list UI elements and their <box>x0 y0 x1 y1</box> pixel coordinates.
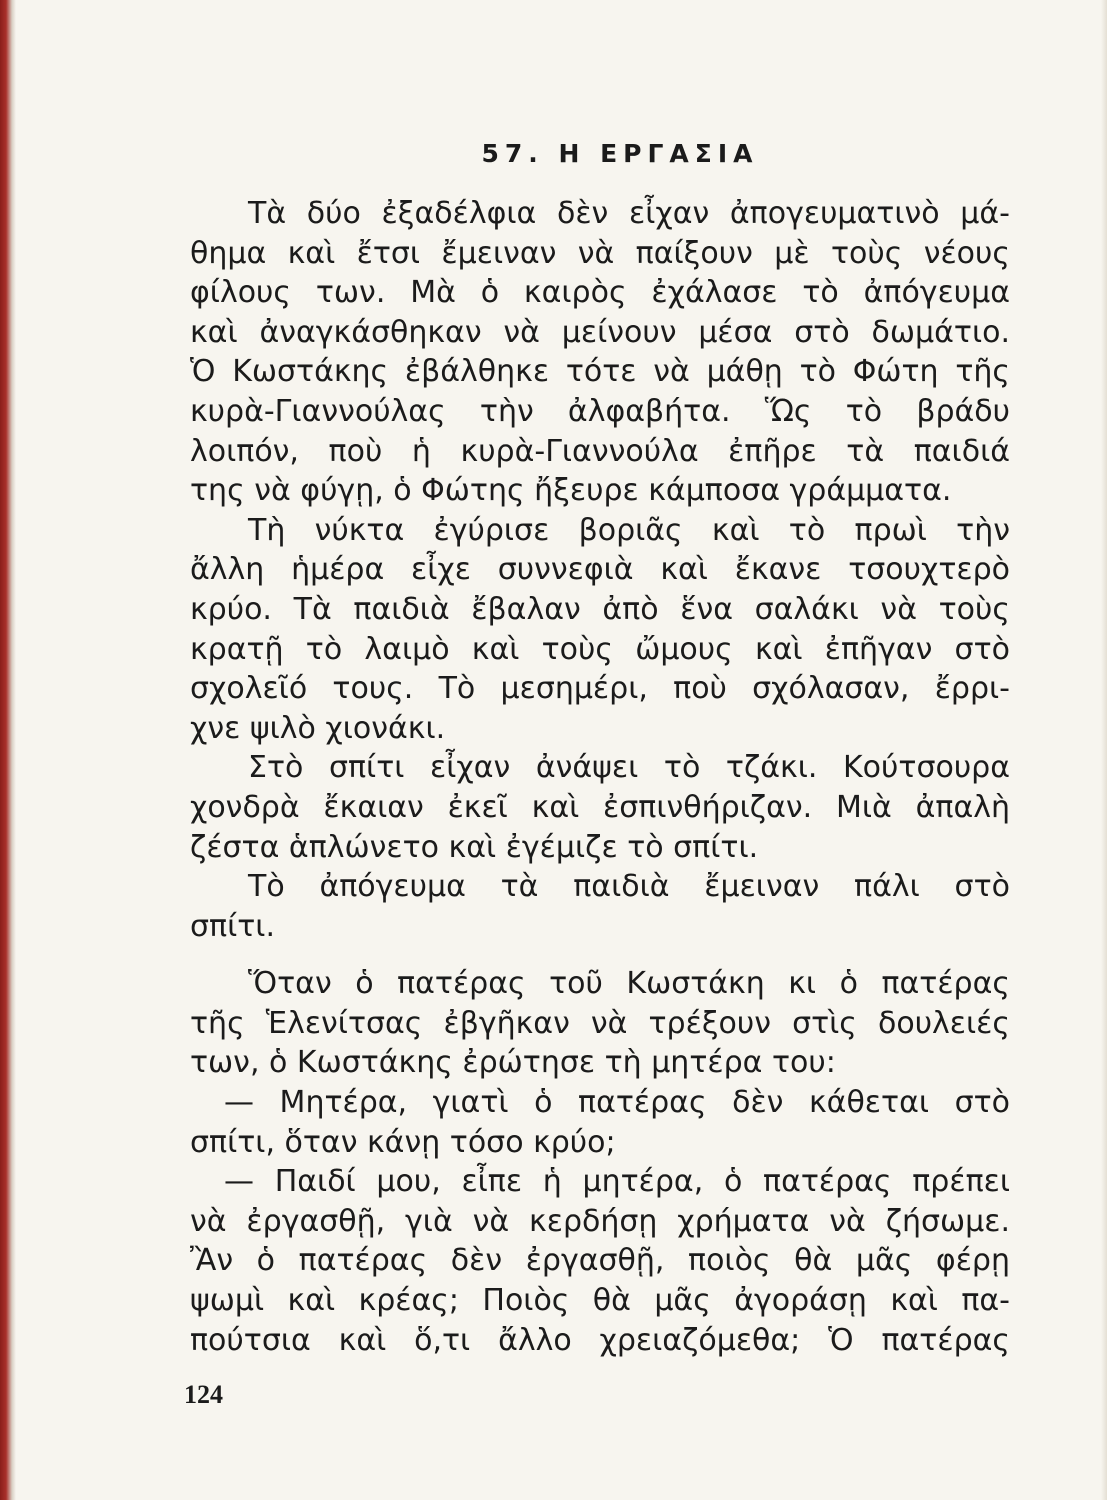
text-line: καὶ ἀναγκάσθηκαν νὰ μείνουν μέσα στὸ δωμάτιο. <box>190 314 1010 350</box>
text-line: σπίτι. <box>190 908 275 944</box>
text-line: των, ὁ Κωστάκης ἐρώτησε τὴ μητέρα του: <box>190 1045 836 1081</box>
text-line: νὰ ἐργασθῇ, γιὰ νὰ κερδήσῃ χρήματα νὰ ζήσωμε. <box>190 1203 1010 1239</box>
text-line: της νὰ φύγῃ, ὁ Φώτης ἤξευρε κάμποσα γράμματα. <box>190 473 952 509</box>
text-line: Ὅταν ὁ πατέρας τοῦ Κωστάκη κι ὁ πατέρας <box>248 966 1010 1002</box>
page-edge-right <box>1101 0 1107 1500</box>
text-line: φίλους των. Μὰ ὁ καιρὸς ἐχάλασε τὸ ἀπόγευμα <box>190 275 1010 311</box>
page-edge-left <box>0 0 16 1500</box>
text-line: κρύο. Τὰ παιδιὰ ἔβαλαν ἀπὸ ἕνα σαλάκι νὰ τοὺς <box>190 591 1010 627</box>
text-line: κυρὰ-Γιαννούλας τὴν ἀλφαβήτα. Ὥς τὸ βράδυ <box>190 393 1010 429</box>
text-line: Τὸ ἀπόγευμα τὰ παιδιὰ ἔμειναν πάλι στὸ <box>248 869 1010 905</box>
paragraph-gap <box>190 946 1010 964</box>
text-line: σχολεῖό τους. Τὸ μεσημέρι, ποὺ σχόλασαν, ἔρρι- <box>190 671 1010 707</box>
text-line: ἄλλη ἡμέρα εἶχε συννεφιὰ καὶ ἔκανε τσουχτερὸ <box>190 552 1010 588</box>
text-line: Τὰ δύο ἐξαδέλφια δὲν εἶχαν ἀπογευματινὸ μά- <box>248 196 1010 231</box>
text-line: πούτσια καὶ ὅ,τι ἄλλο χρειαζόμεθα; Ὁ πατέρας <box>190 1322 1010 1358</box>
text-line: Ὁ Κωστάκης ἐβάλθηκε τότε νὰ μάθῃ τὸ Φώτη τῆς <box>190 354 1010 390</box>
text-line: ζέστα ἁπλώνετο καὶ ἐγέμιζε τὸ σπίτι. <box>190 829 759 865</box>
text-line: Ἂν ὁ πατέρας δὲν ἐργασθῇ, ποιὸς θὰ μᾶς φέρῃ <box>190 1243 1010 1279</box>
page-text <box>190 118 1010 1360</box>
text-line: χνε ψιλὸ χιονάκι. <box>190 710 446 746</box>
text-line: σπίτι, ὅταν κάνῃ τόσο κρύο; <box>190 1124 616 1160</box>
text-line: χονδρὰ ἔκαιαν ἐκεῖ καὶ ἐσπινθήριζαν. Μιὰ ἀπαλὴ <box>190 789 1010 825</box>
text-line: θημα καὶ ἔτσι ἔμειναν νὰ παίξουν μὲ τοὺς νέους <box>190 235 1010 271</box>
dialogue-line: — Παιδί μου, εἶπε ἡ μητέρα, ὁ πατέρας πρέπει <box>224 1164 1010 1200</box>
text-line: λοιπόν, ποὺ ἡ κυρὰ-Γιαννούλα ἐπῆρε τὰ παιδιά <box>190 433 1010 469</box>
page-number: 124 <box>184 1380 223 1409</box>
text-line: κρατῇ τὸ λαιμὸ καὶ τοὺς ὤμους καὶ ἐπῆγαν στὸ <box>190 631 1010 667</box>
chapter-title: 57. Η ΕΡΓΑΣΙΑ <box>481 139 759 168</box>
text-line: Τὴ νύκτα ἐγύρισε βοριᾶς καὶ τὸ πρωὶ τὴν <box>248 512 1010 548</box>
text-line: ψωμὶ καὶ κρέας; Ποιὸς θὰ μᾶς ἀγοράσῃ καὶ πα- <box>190 1283 1010 1319</box>
text-line: Στὸ σπίτι εἶχαν ἀνάψει τὸ τζάκι. Κούτσουρα <box>248 750 1010 786</box>
text-line: τῆς Ἑλενίτσας ἐβγῆκαν νὰ τρέξουν στὶς δουλειές <box>190 1005 1010 1041</box>
dialogue-line: — Μητέρα, γιατὶ ὁ πατέρας δὲν κάθεται στὸ <box>224 1085 1010 1121</box>
